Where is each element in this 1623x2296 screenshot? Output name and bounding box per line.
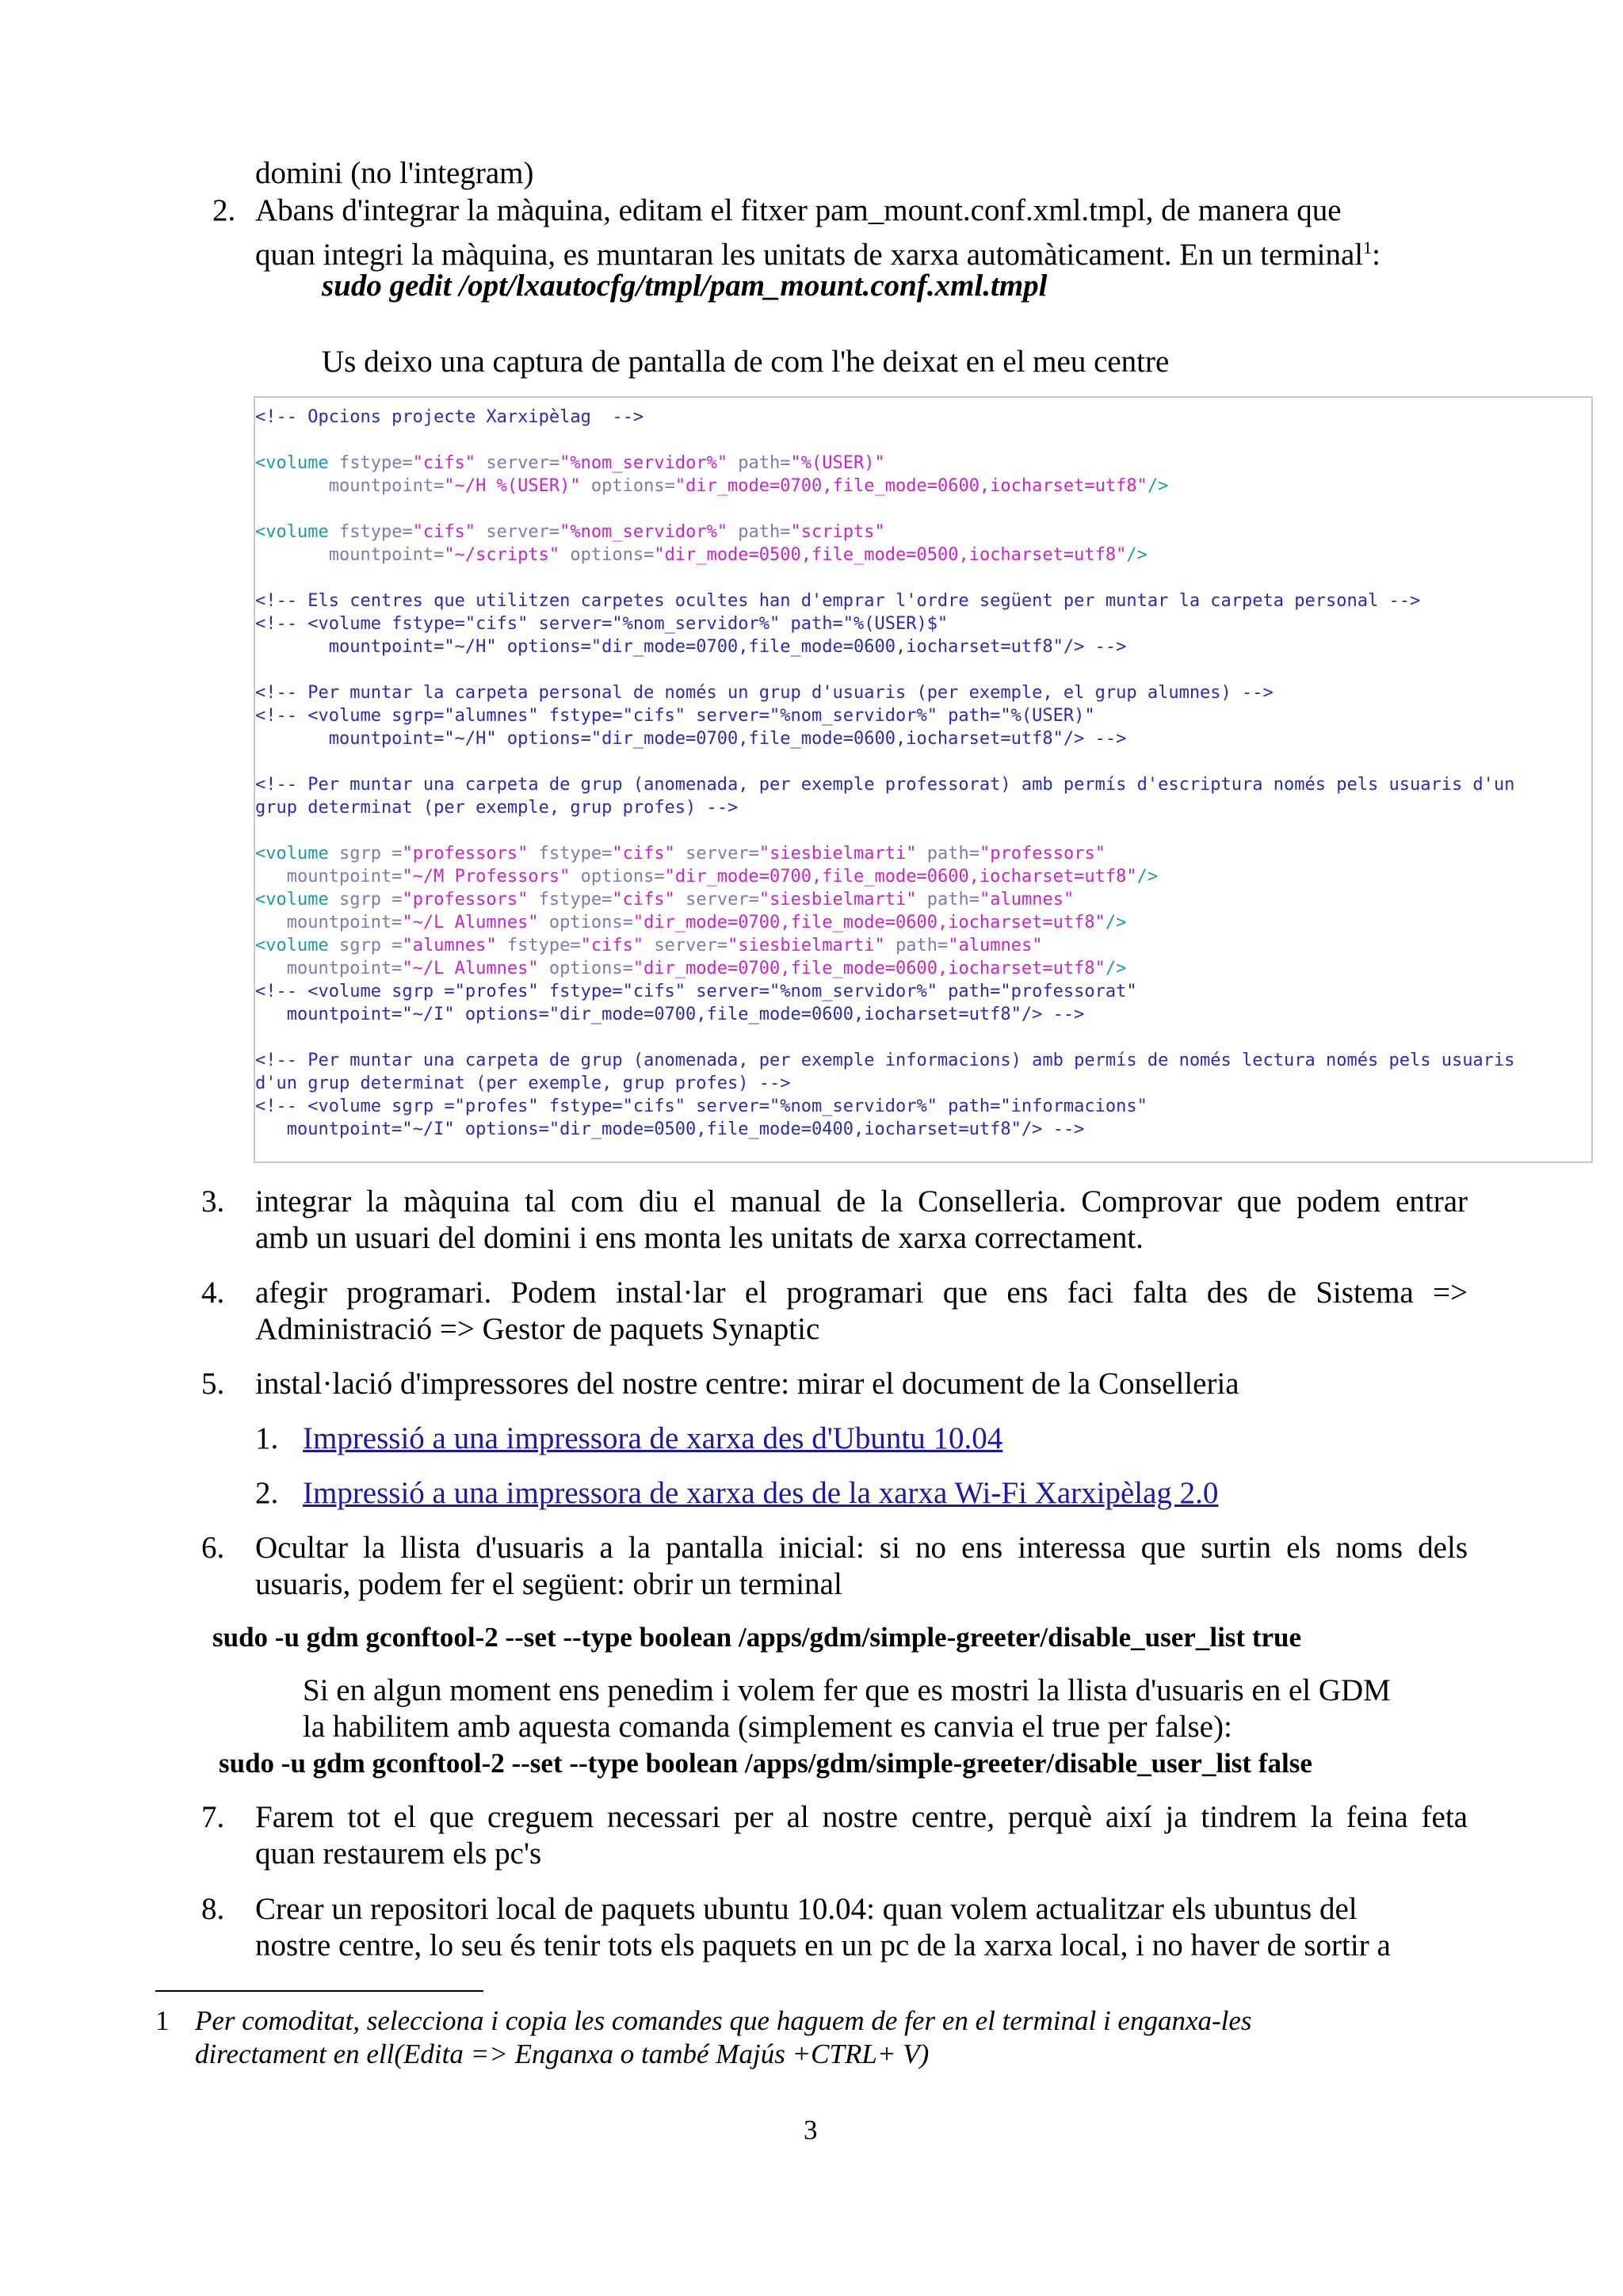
code-token: server= <box>643 936 728 955</box>
code-token: "dir_mode=0700,file_mode=0600,iocharset=utf8" <box>632 959 1106 978</box>
code-token: mountpoint="~/H" options="dir_mode=0700,file_mode=0600,iocharset=utf8"/> --> <box>255 637 1127 657</box>
code-line <box>255 865 1158 888</box>
code-token: options= <box>538 913 633 933</box>
item8-line1: Crear un repositori local de paquets ubuntu 10.04: quan volem actualitzar els ubuntus del <box>255 1892 1358 1926</box>
code-token: fstype= <box>528 844 613 864</box>
item4-line1: afegir programari. Podem instal·lar el programari que ens faci falta des de Sistema => <box>255 1276 1468 1310</box>
code-token: d'un grup determinat (per exemple, grup profes) --> <box>255 1074 791 1093</box>
code-token: options= <box>580 476 675 496</box>
item2-line1: Abans d'integrar la màquina, editam el fitxer pam_mount.conf.xml.tmpl, de manera que <box>255 193 1342 227</box>
item2-line2 <box>255 230 1381 273</box>
code-token: "professors" <box>402 844 529 864</box>
code-token: "cifs" <box>580 936 644 955</box>
code-token: fstype= <box>338 522 413 542</box>
item3-line2: amb un usuari del domini i ens monta les unitats de xarxa correctament. <box>255 1221 1144 1255</box>
code-token: mountpoint="~/H" options="dir_mode=0700,file_mode=0600,iocharset=utf8"/> --> <box>255 729 1127 749</box>
gedit-command: sudo gedit /opt/lxautocfg/tmpl/pam_mount.conf.xml.tmpl <box>322 269 1048 303</box>
list-number: 2. <box>212 193 236 227</box>
code-token: <!-- Per muntar la carpeta personal de només un grup d'usuaris (per exemple, el grup alumnes) --> <box>255 683 1274 703</box>
code-line <box>255 980 1137 1003</box>
code-token: "siesbielmarti" <box>758 890 917 910</box>
code-token: path= <box>727 453 791 473</box>
page-number: 3 <box>804 2115 818 2145</box>
code-line <box>255 773 1514 796</box>
code-token: path= <box>916 890 980 910</box>
code-line <box>255 1003 1084 1026</box>
code-token: "cifs" <box>612 844 675 864</box>
item6-line2: usuaris, podem fer el següent: obrir un terminal <box>255 1567 842 1601</box>
list-number: 6. <box>201 1531 225 1565</box>
code-line <box>255 957 1126 980</box>
code-token: <!-- Per muntar una carpeta de grup (anomenada, per exemple professorat) amb permís d'escriptura només pels usuaris d'un <box>255 775 1515 795</box>
code-token: "~/M Professors" <box>402 867 571 887</box>
code-token: "~/L Alumnes" <box>402 913 539 933</box>
code-token: fstype= <box>338 453 413 473</box>
footnote-reference: 1 <box>1363 238 1373 257</box>
code-token: <!-- Els centres que utilitzen carpetes ocultes han d'emprar l'ordre següent per muntar la carpeta personal --> <box>255 591 1421 611</box>
footnote-line2: directament en ell(Edita => Enganxa o també Majús +CTRL+ V) <box>195 2039 930 2069</box>
code-token: <volume <box>255 890 339 910</box>
code-line <box>255 934 1042 957</box>
link-printer-wifi[interactable]: Impressió a una impressora de xarxa des de la xarxa Wi-Fi Xarxipèlag 2.0 <box>303 1476 1219 1510</box>
code-line <box>255 635 1126 658</box>
code-token: server= <box>475 522 560 542</box>
code-token: "cifs" <box>412 522 476 542</box>
list-number: 3. <box>201 1184 225 1219</box>
code-token: sgrp = <box>338 890 403 910</box>
code-token: path= <box>916 844 980 864</box>
code-token: server= <box>475 453 560 473</box>
code-token: <!-- <volume sgrp ="profes" fstype="cifs" server="%nom_servidor%" path="informacions" <box>255 1097 1148 1116</box>
item7-line2: quan restaurem els pc's <box>255 1836 542 1871</box>
code-token: /> <box>1126 545 1148 565</box>
command-disable-user-list-true: sudo -u gdm gconftool-2 --set --type boolean /apps/gdm/simple-greeter/disable_user_list true <box>212 1622 1302 1653</box>
footnote-number: 1 <box>155 2005 170 2036</box>
code-line <box>255 612 948 635</box>
code-line <box>255 1118 1084 1141</box>
code-token: "professors" <box>402 890 529 910</box>
code-token: <!-- <volume fstype="cifs" server="%nom_servidor%" path="%(USER)$" <box>255 614 949 634</box>
code-token: "dir_mode=0700,file_mode=0600,iocharset=utf8" <box>664 867 1137 887</box>
code-token: "cifs" <box>612 890 675 910</box>
code-line <box>255 406 643 429</box>
code-line <box>255 589 1420 612</box>
code-token: sgrp = <box>338 936 403 955</box>
code-token: <!-- Opcions projecte Xarxipèlag --> <box>255 407 644 427</box>
continuation-text: domini (no l'integram) <box>255 156 534 190</box>
sublist-number: 1. <box>255 1421 279 1455</box>
code-token: /> <box>1105 959 1127 978</box>
code-token: sgrp = <box>338 844 403 864</box>
footnote-separator <box>155 1990 483 1992</box>
item6-note-line2: la habilitem amb aquesta comanda (simplement es canvia el true per false): <box>303 1710 1232 1744</box>
code-token: /> <box>1147 476 1169 496</box>
code-line <box>255 888 1074 911</box>
item3-line1: integrar la màquina tal com diu el manual de la Conselleria. Comprovar que podem entrar <box>255 1184 1468 1219</box>
item7-line1: Farem tot el que creguem necessari per al nostre centre, perquè així ja tindrem la feina feta <box>255 1800 1468 1834</box>
code-token: "%nom_servidor%" <box>559 522 728 542</box>
code-token: "~/scripts" <box>444 545 560 565</box>
code-token: "scripts" <box>790 522 885 542</box>
code-token: /> <box>1136 867 1159 887</box>
code-token: options= <box>538 959 633 978</box>
link-printer-ubuntu[interactable]: Impressió a una impressora de xarxa des d'Ubuntu 10.04 <box>303 1421 1003 1455</box>
code-line <box>255 1072 791 1095</box>
code-line <box>255 475 1168 498</box>
code-token: "siesbielmarti" <box>758 844 917 864</box>
code-token: <!-- <volume sgrp ="profes" fstype="cifs" server="%nom_servidor%" path="professorat" <box>255 982 1137 1001</box>
code-line <box>255 911 1126 934</box>
code-line <box>255 704 1095 727</box>
code-line <box>255 727 1126 750</box>
code-token: fstype= <box>528 890 613 910</box>
code-token: grup determinat (per exemple, grup profes) --> <box>255 798 739 818</box>
item4-line2: Administració => Gestor de paquets Synaptic <box>255 1312 820 1346</box>
item5-line1: instal·lació d'impressores del nostre centre: mirar el document de la Conselleria <box>255 1367 1239 1401</box>
code-line <box>255 1049 1514 1072</box>
code-line <box>255 796 738 819</box>
code-token: path= <box>727 522 791 542</box>
code-token: /> <box>1105 913 1127 933</box>
code-token: "alumnes" <box>948 936 1043 955</box>
code-token: "%nom_servidor%" <box>559 453 728 473</box>
code-token: "cifs" <box>412 453 476 473</box>
item6-note-line1: Si en algun moment ens penedim i volem fer que es mostri la llista d'usuaris en el GDM <box>303 1673 1391 1707</box>
list-number: 8. <box>201 1892 225 1926</box>
item8-line2: nostre centre, lo seu és tenir tots els paquets en un pc de la xarxa local, i no haver de sortir a <box>255 1928 1391 1962</box>
item2-line2-end: : <box>1372 238 1381 272</box>
code-line <box>255 452 885 475</box>
code-token: mountpoint="~/I" options="dir_mode=0500,file_mode=0400,iocharset=utf8"/> --> <box>255 1119 1085 1139</box>
code-token: path= <box>884 936 949 955</box>
code-token: options= <box>559 545 655 565</box>
code-token: "dir_mode=0500,file_mode=0500,iocharset=utf8" <box>654 545 1127 565</box>
code-token: "~/H %(USER)" <box>444 476 581 496</box>
code-line <box>255 1095 1148 1118</box>
code-token: mountpoint= <box>255 867 403 887</box>
code-line <box>255 842 1106 865</box>
screenshot-caption: Us deixo una captura de pantalla de com l'he deixat en el meu centre <box>322 345 1170 379</box>
code-token: <volume <box>255 936 339 955</box>
code-token: "%(USER)" <box>790 453 885 473</box>
item6-line1: Ocultar la llista d'usuaris a la pantalla inicial: si no ens interessa que surtin els noms dels <box>255 1531 1468 1565</box>
code-token: fstype= <box>496 936 581 955</box>
code-token: "~/L Alumnes" <box>402 959 539 978</box>
code-token: options= <box>570 867 665 887</box>
code-token: <volume <box>255 453 339 473</box>
code-line <box>255 681 1274 704</box>
code-token: "alumnes" <box>980 890 1075 910</box>
list-number: 7. <box>201 1800 225 1834</box>
code-token: <volume <box>255 844 339 864</box>
sublist-number: 2. <box>255 1476 279 1510</box>
code-token: mountpoint= <box>255 476 445 496</box>
item2-line2-text: quan integri la màquina, es muntaran les unitats de xarxa automàticament. En un terminal <box>255 238 1364 272</box>
code-token: <!-- Per muntar una carpeta de grup (anomenada, per exemple informacions) amb permís de només lectura només pels usuaris <box>255 1051 1515 1070</box>
list-number: 5. <box>201 1367 225 1401</box>
code-line <box>255 543 1148 566</box>
code-token: mountpoint= <box>255 913 403 933</box>
footnote-line1: Per comoditat, selecciona i copia les comandes que haguem de fer en el terminal i enganxa-les <box>195 2005 1252 2036</box>
code-token: "dir_mode=0700,file_mode=0600,iocharset=utf8" <box>674 476 1148 496</box>
code-token: "alumnes" <box>402 936 497 955</box>
code-token: "dir_mode=0700,file_mode=0600,iocharset=utf8" <box>632 913 1106 933</box>
code-token: mountpoint= <box>255 959 403 978</box>
code-token: <!-- <volume sgrp="alumnes" fstype="cifs" server="%nom_servidor%" path="%(USER)" <box>255 706 1095 726</box>
code-token: server= <box>674 844 759 864</box>
code-token: server= <box>674 890 759 910</box>
code-token: "professors" <box>980 844 1106 864</box>
command-disable-user-list-false: sudo -u gdm gconftool-2 --set --type boolean /apps/gdm/simple-greeter/disable_user_list false <box>219 1748 1312 1779</box>
code-token: <volume <box>255 522 339 542</box>
code-token: "siesbielmarti" <box>727 936 885 955</box>
code-line <box>255 521 885 543</box>
list-number: 4. <box>201 1276 225 1310</box>
code-token: mountpoint= <box>255 545 445 565</box>
code-token: mountpoint="~/I" options="dir_mode=0700,file_mode=0600,iocharset=utf8"/> --> <box>255 1005 1085 1024</box>
